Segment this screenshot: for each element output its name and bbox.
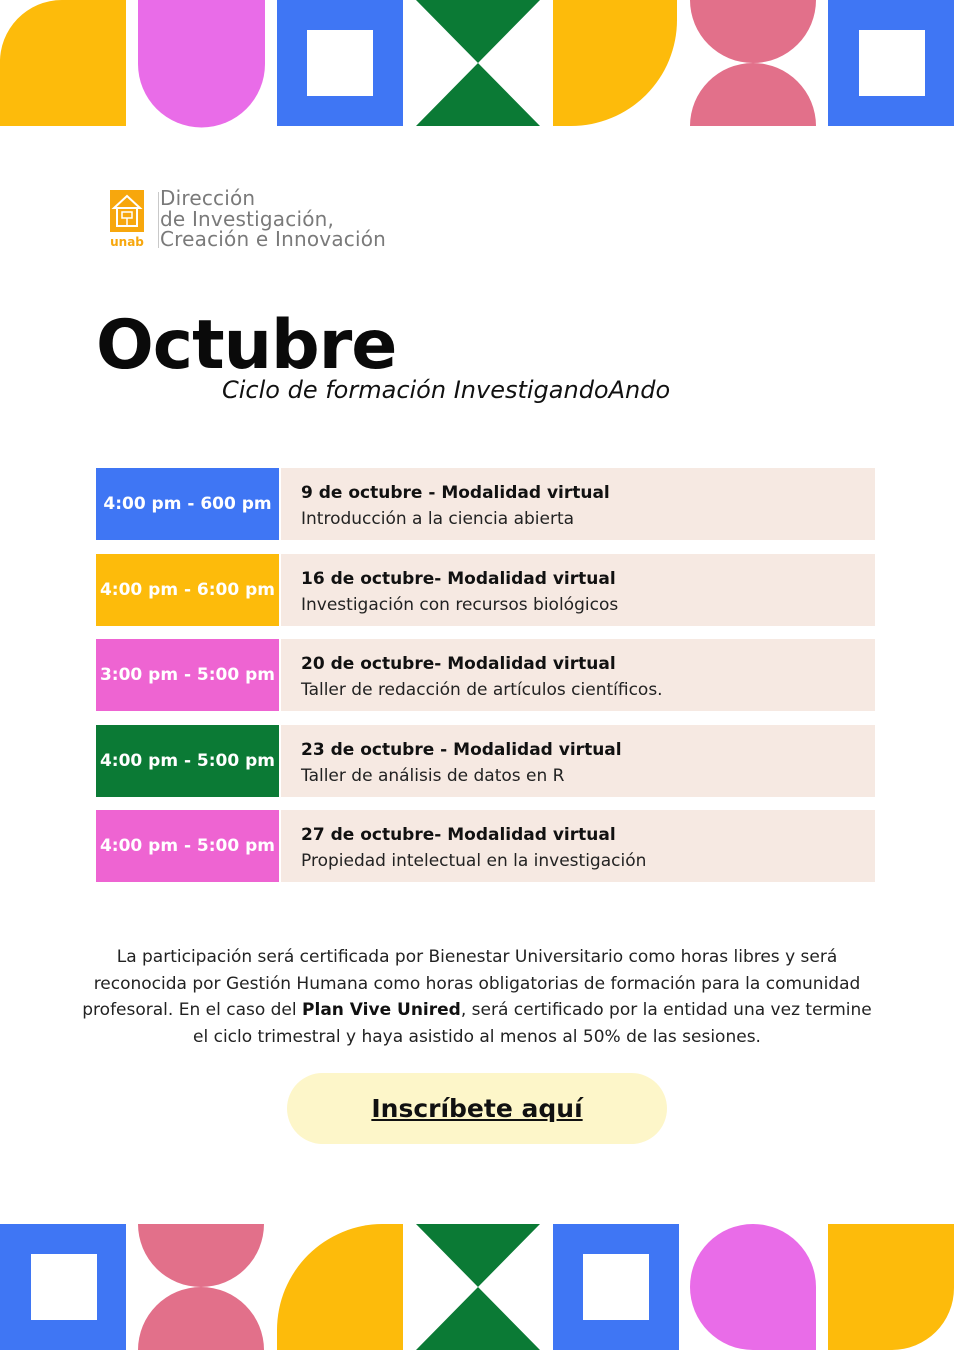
- session-info: [281, 639, 875, 711]
- session-row: [96, 468, 876, 540]
- logo-line-2: de Investigación,: [160, 206, 335, 231]
- session-info: [281, 468, 875, 540]
- magenta-arch-shape: [138, 0, 265, 128]
- rose-hourglass-shape: [138, 1224, 264, 1350]
- bottom-pattern: [0, 1222, 954, 1350]
- session-row: [96, 639, 876, 711]
- magenta-drop-shape: [690, 1224, 816, 1350]
- unab-logo: [108, 188, 408, 254]
- page-title: Octubre: [96, 306, 397, 385]
- note-text-after: , será certificado por la entidad una vez termine el ciclo trimestral y haya asistido al menos al 50% de las sesiones.: [193, 1000, 872, 1047]
- session-time: 4:00 pm - 6:00 pm: [96, 554, 279, 626]
- session-row: [96, 810, 876, 882]
- session-info: [281, 725, 875, 797]
- session-time: 3:00 pm - 5:00 pm: [96, 639, 279, 711]
- session-topic: Taller de redacción de artículos científicos.: [301, 680, 663, 700]
- session-row: [96, 725, 876, 797]
- note-text-before: La participación será certificada por Bienestar Universitario como horas libres y será reconocida por Gestión Humana como horas obligatorias de formación para la comunidad profesoral. En el caso del: [82, 947, 861, 1020]
- session-date: 27 de octubre- Modalidad virtual: [301, 825, 616, 845]
- green-hourglass-shape: [416, 1224, 540, 1350]
- session-date: 20 de octubre- Modalidad virtual: [301, 654, 616, 674]
- top-decorative-band: [0, 0, 954, 128]
- yellow-quarter-shape: [828, 1224, 954, 1350]
- logo-text: [160, 188, 386, 250]
- session-time: 4:00 pm - 5:00 pm: [96, 725, 279, 797]
- session-date: 9 de octubre - Modalidad virtual: [301, 483, 610, 503]
- certification-note: [80, 944, 874, 1050]
- green-hourglass-shape: [416, 0, 540, 126]
- bottom-decorative-band: [0, 1222, 954, 1350]
- logo-line-1: Dirección: [160, 186, 256, 210]
- session-time: 4:00 pm - 600 pm: [96, 468, 279, 540]
- session-topic: Introducción a la ciencia abierta: [301, 509, 575, 529]
- logo-mark-label: unab: [110, 235, 144, 249]
- top-pattern: [0, 0, 954, 128]
- session-list: [96, 468, 876, 896]
- register-button[interactable]: Inscríbete aquí: [287, 1073, 667, 1144]
- page-subtitle: Ciclo de formación InvestigandoAndo: [222, 376, 671, 404]
- rose-hourglass-shape: [690, 0, 816, 126]
- yellow-leaf-shape: [277, 1224, 403, 1350]
- session-time: 4:00 pm - 5:00 pm: [96, 810, 279, 882]
- unab-building-icon: [108, 188, 148, 250]
- session-topic: Investigación con recursos biológicos: [301, 594, 619, 615]
- session-info: [281, 810, 875, 882]
- session-topic: Propiedad intelectual en la investigación: [301, 851, 647, 871]
- session-info: [281, 554, 875, 626]
- session-row: [96, 554, 876, 626]
- session-date: 23 de octubre - Modalidad virtual: [301, 739, 622, 760]
- logo-divider: [158, 192, 159, 248]
- logo-line-3: Creación e Innovación: [160, 227, 387, 251]
- session-topic: Taller de análisis de datos en R: [301, 765, 565, 786]
- note-bold: Plan Vive Unired: [302, 1000, 461, 1020]
- session-date: 16 de octubre- Modalidad virtual: [301, 568, 616, 589]
- yellow-quarter-shape: [0, 0, 126, 126]
- yellow-leaf-shape: [553, 0, 677, 126]
